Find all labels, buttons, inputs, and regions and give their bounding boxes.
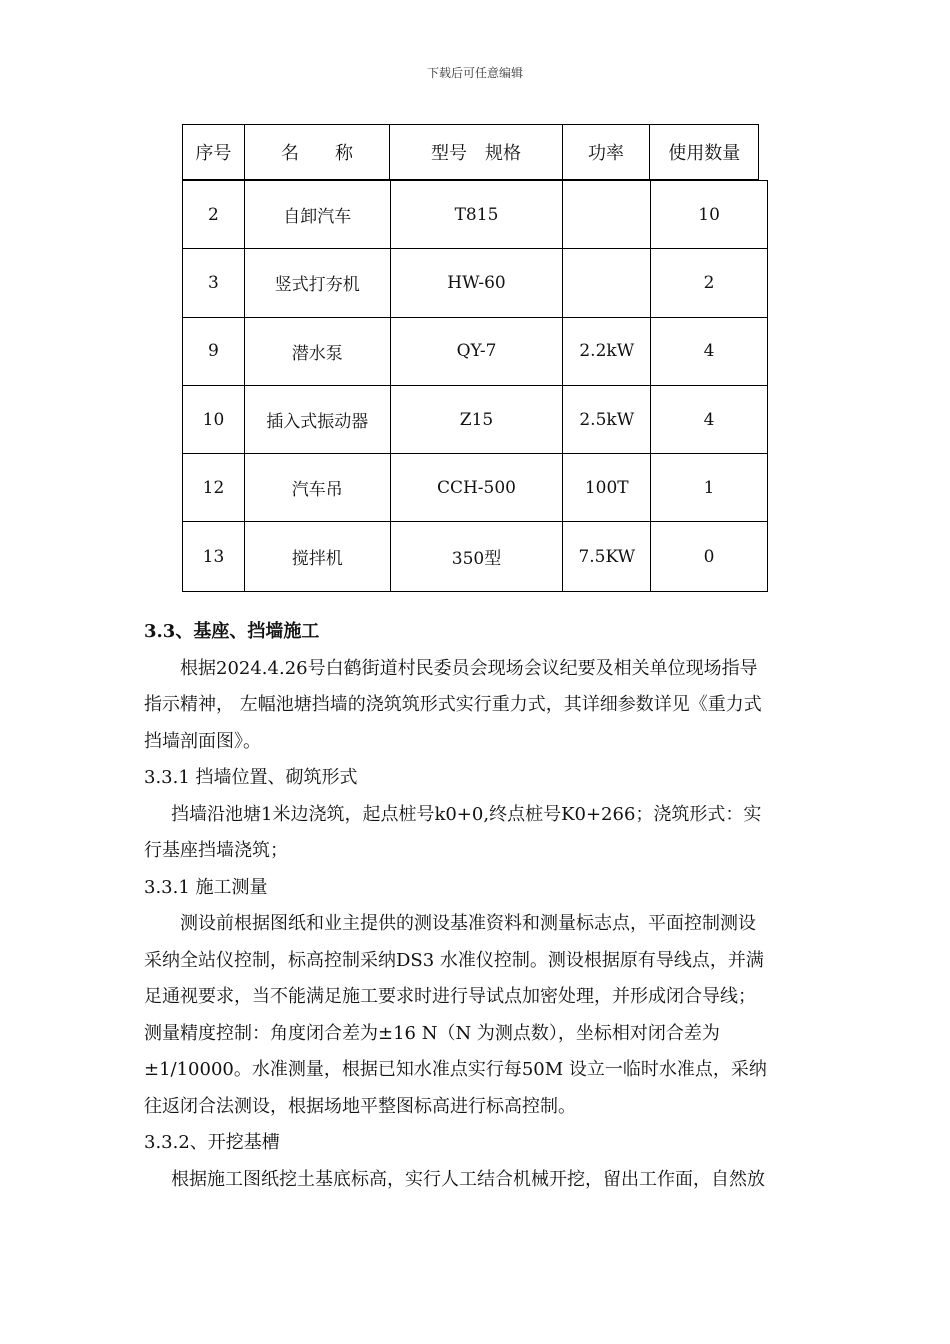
table-cell: 4 bbox=[703, 409, 715, 430]
table-cell: 2.2kW bbox=[563, 318, 651, 385]
table-cell: 3 bbox=[183, 249, 245, 316]
column-header: 使用数量 bbox=[668, 143, 741, 164]
column-header: 名 称 bbox=[245, 125, 391, 179]
table-cell: 汽车吊 bbox=[245, 454, 391, 521]
section-heading: 3.3.1 挡墙位置、砌筑形式 bbox=[144, 767, 358, 788]
table-cell: 13 bbox=[183, 522, 245, 590]
table-row bbox=[183, 318, 767, 386]
paragraph-line: 行基座挡墙浇筑； bbox=[144, 840, 288, 861]
table-row bbox=[183, 454, 767, 522]
table-cell: 4 bbox=[703, 341, 715, 362]
column-header: 功率 bbox=[563, 125, 651, 179]
table-cell: 12 bbox=[183, 454, 245, 521]
paragraph-line: 指示精神， 左幅池塘挡墙的浇筑筑形式实行重力式，其详细参数详见《重力式 bbox=[144, 694, 762, 715]
table-cell: 100T bbox=[563, 454, 651, 521]
paragraph-line: 往返闭合法测设，根据场地平整图标高进行标高控制。 bbox=[144, 1095, 576, 1117]
table-cell: 竖式打夯机 bbox=[245, 249, 391, 316]
table-row bbox=[183, 181, 767, 249]
table-cell bbox=[563, 181, 651, 248]
paragraph-line: 根据2024.4.26号白鹤街道村民委员会现场会议纪要及相关单位现场指导 bbox=[180, 657, 758, 679]
table-cell: QY-7 bbox=[391, 318, 564, 385]
table-cell: 350型 bbox=[391, 522, 564, 590]
paragraph-line: 根据施工图纸挖土基底标高，实行人工结合机械开挖，留出工作面，自然放 bbox=[171, 1168, 765, 1190]
table-row bbox=[183, 249, 767, 317]
table-cell: 2 bbox=[703, 272, 715, 293]
paragraph-line: 挡墙沿池塘1米边浇筑，起点桩号k0+0,终点桩号K0+266；浇筑形式：实 bbox=[171, 803, 762, 825]
page-header-note: 下载后可任意编辑 bbox=[426, 66, 523, 80]
column-header: 序号 bbox=[183, 125, 245, 179]
paragraph-line: 采纳全站仪控制，标高控制采纳DS3 水准仪控制。测设根据原有导线点，并满 bbox=[144, 949, 764, 971]
section-heading: 3.3.2、开挖基槽 bbox=[144, 1132, 280, 1153]
table-cell: 潜水泵 bbox=[245, 318, 391, 385]
paragraph-line: 测量精度控制：角度闭合差为±16 N（N 为测点数），坐标相对闭合差为 bbox=[144, 1022, 720, 1044]
table-cell: 自卸汽车 bbox=[245, 181, 391, 248]
table-cell: 2 bbox=[183, 181, 245, 248]
table-cell: CCH-500 bbox=[391, 454, 564, 521]
section-heading: 3.3.1 施工测量 bbox=[144, 876, 268, 898]
table-row bbox=[183, 522, 767, 590]
table-cell: 9 bbox=[183, 318, 245, 385]
paragraph-line: ±1/10000。水准测量，根据已知水准点实行每50M 设立一临时水准点，采纳 bbox=[144, 1059, 767, 1080]
table-cell bbox=[563, 249, 651, 316]
equipment-table bbox=[182, 180, 768, 592]
table-cell: HW-60 bbox=[391, 249, 564, 316]
table-header-row bbox=[182, 124, 759, 180]
paragraph-line: 挡墙剖面图》。 bbox=[144, 730, 261, 752]
table-cell: 1 bbox=[703, 477, 715, 498]
table-cell: 2.5kW bbox=[563, 386, 651, 453]
table-cell: 0 bbox=[703, 546, 715, 567]
table-row bbox=[183, 386, 767, 454]
table-cell: 7.5KW bbox=[563, 522, 651, 590]
section-heading: 3.3、基座、挡墙施工 bbox=[144, 621, 320, 642]
table-cell: 10 bbox=[698, 204, 720, 225]
table-cell: T815 bbox=[391, 181, 564, 248]
body-text bbox=[144, 614, 810, 1198]
paragraph-line: 测设前根据图纸和业主提供的测设基准资料和测量标志点，平面控制测设 bbox=[180, 913, 756, 934]
table-cell: 搅拌机 bbox=[245, 522, 391, 590]
paragraph-line: 足通视要求，当不能满足施工要求时进行导试点加密处理，并形成闭合导线； bbox=[144, 986, 756, 1007]
table-cell: 插入式振动器 bbox=[245, 386, 391, 453]
table-cell: Z15 bbox=[391, 386, 564, 453]
table-cell: 10 bbox=[183, 386, 245, 453]
column-header: 型号 规格 bbox=[390, 125, 562, 179]
